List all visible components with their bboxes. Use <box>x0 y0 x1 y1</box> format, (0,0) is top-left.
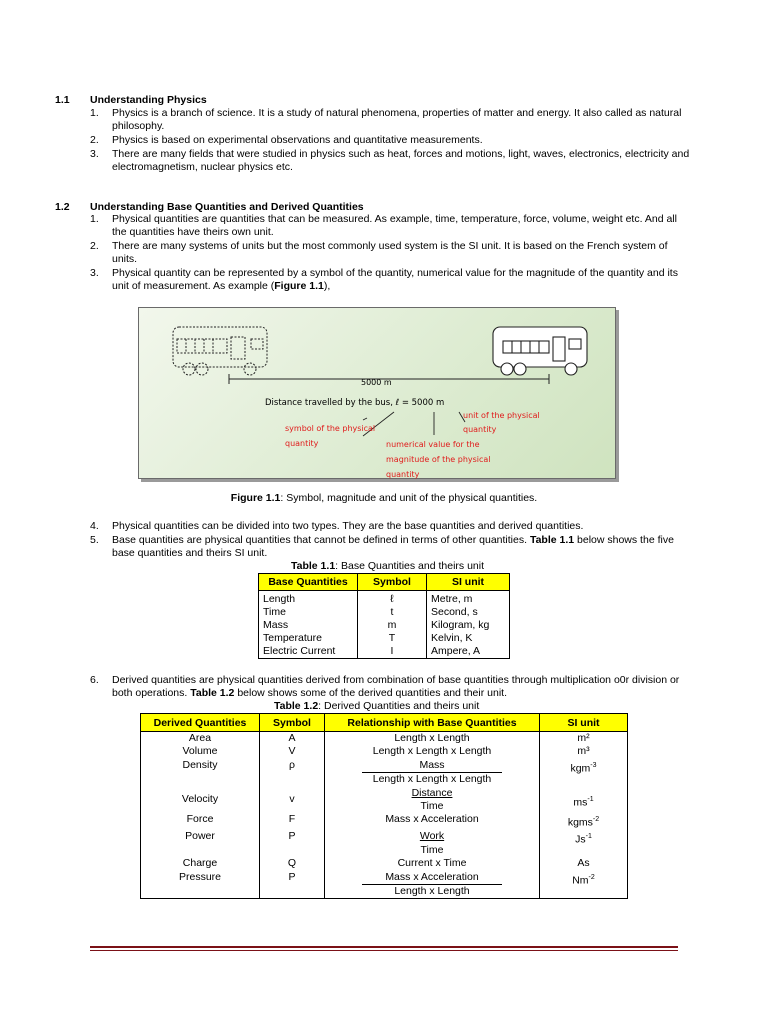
list-item: 5. Base quantities are physical quantities that cannot be defined in terms of other quantities. Table 1.1 below shows the five base quantities and theirs SI unit. <box>90 534 674 559</box>
table-row: Mass m Kilogram, kg <box>259 619 510 632</box>
table-row: Velocity v Distance Time $ms^{-1}$ <box>141 787 628 814</box>
section-1-title: Understanding Physics <box>90 94 207 106</box>
annotation-numerical-value: numerical value for the magnitude of the physical quantity <box>386 440 491 479</box>
list-item: 1. Physical quantities are quantities that can be measured. As example, time, temperature, force, volume, weight etc. And all the quantities have theirs own unit. <box>90 213 677 238</box>
list-item: 3. Physical quantity can be represented by a symbol of the quantity, numerical value for the magnitude of the quantity and its unit of measurement. As example (Figure 1.1), <box>90 267 678 292</box>
base-quantities-table <box>258 573 510 659</box>
table-header: Relationship with Base Quantities <box>325 714 540 732</box>
list-item: 3. There are many fields that were studied in physics such as heat, forces and motions, light, waves, electronics, electricity and electromagnetism, nuclear physics etc. <box>90 148 690 173</box>
distance-equation: Distance travelled by the bus, ℓ = 5000 m <box>265 398 445 408</box>
list-item: 6. Derived quantities are physical quantities derived from combination of base quantities through multiplication o0r division or both operations. Table 1.2 below shows some of the derived quantities and their unit. <box>90 674 680 699</box>
bus-start-icon <box>173 327 267 375</box>
section-1-number: 1.1 <box>55 94 70 106</box>
list-item: 2. There are many systems of units but the most commonly used system is the SI unit. It is based on the French system of units. <box>90 240 668 265</box>
bus-end-icon <box>493 327 587 375</box>
footer-rule-top <box>90 946 678 948</box>
list-item: 4. Physical quantities can be divided into two types. They are the base quantities and derived quantities. <box>90 520 584 532</box>
table-row: Length ℓ Metre, m <box>259 591 510 607</box>
section-2-number: 1.2 <box>55 201 70 213</box>
table-header: Base Quantities <box>259 574 358 591</box>
section-2-title: Understanding Base Quantities and Derived Quantities <box>90 201 364 213</box>
table-row: Force F Mass x Acceleration kgms$^{-2}$ <box>141 813 628 830</box>
table-row: Electric Current I Ampere, A <box>259 645 510 659</box>
derived-quantities-table <box>140 713 628 899</box>
table-header: Symbol <box>260 714 325 732</box>
annotation-unit: unit of the physical quantity <box>463 411 540 434</box>
table-header: SI unit <box>540 714 628 732</box>
footer-rule-bottom <box>90 950 678 951</box>
table-row: Density ρ Mass Length x Length x Length kgm$^{-3}$ <box>141 759 628 787</box>
list-item: 2. Physics is based on experimental observations and quantitative measurements. <box>90 134 483 146</box>
annotation-symbol: symbol of the physical quantity <box>285 424 376 448</box>
table-2-caption: Table 1.2: Derived Quantities and theirs unit <box>274 700 480 712</box>
table-header: Derived Quantities <box>141 714 260 732</box>
table-row: Area A Length x Length m² <box>141 732 628 746</box>
table-header: Symbol <box>358 574 427 591</box>
table-row: Power P Work Time $Js^{-1}$ <box>141 830 628 857</box>
table-1-caption: Table 1.1: Base Quantities and theirs unit <box>291 560 485 572</box>
table-header: SI unit <box>427 574 510 591</box>
table-row: Pressure P Mass x Acceleration Length x Length $Nm^{-2}$ <box>141 871 628 899</box>
figure-caption: Figure 1.1: Symbol, magnitude and unit of the physical quantities. <box>230 492 538 504</box>
table-row: Time t Second, s <box>259 606 510 619</box>
list-item: 1. Physics is a branch of science. It is a study of natural phenomena, properties of matter and energy. It also called as natural philosophy. <box>90 107 682 132</box>
distance-label: 5000 m <box>361 378 392 387</box>
table-row: Volume V Length x Length x Length m³ <box>141 745 628 758</box>
table-row: Temperature T Kelvin, K <box>259 632 510 645</box>
bus-diagram <box>139 308 615 478</box>
figure-bus-distance <box>138 307 616 479</box>
table-row: Charge Q Current x Time As <box>141 857 628 870</box>
